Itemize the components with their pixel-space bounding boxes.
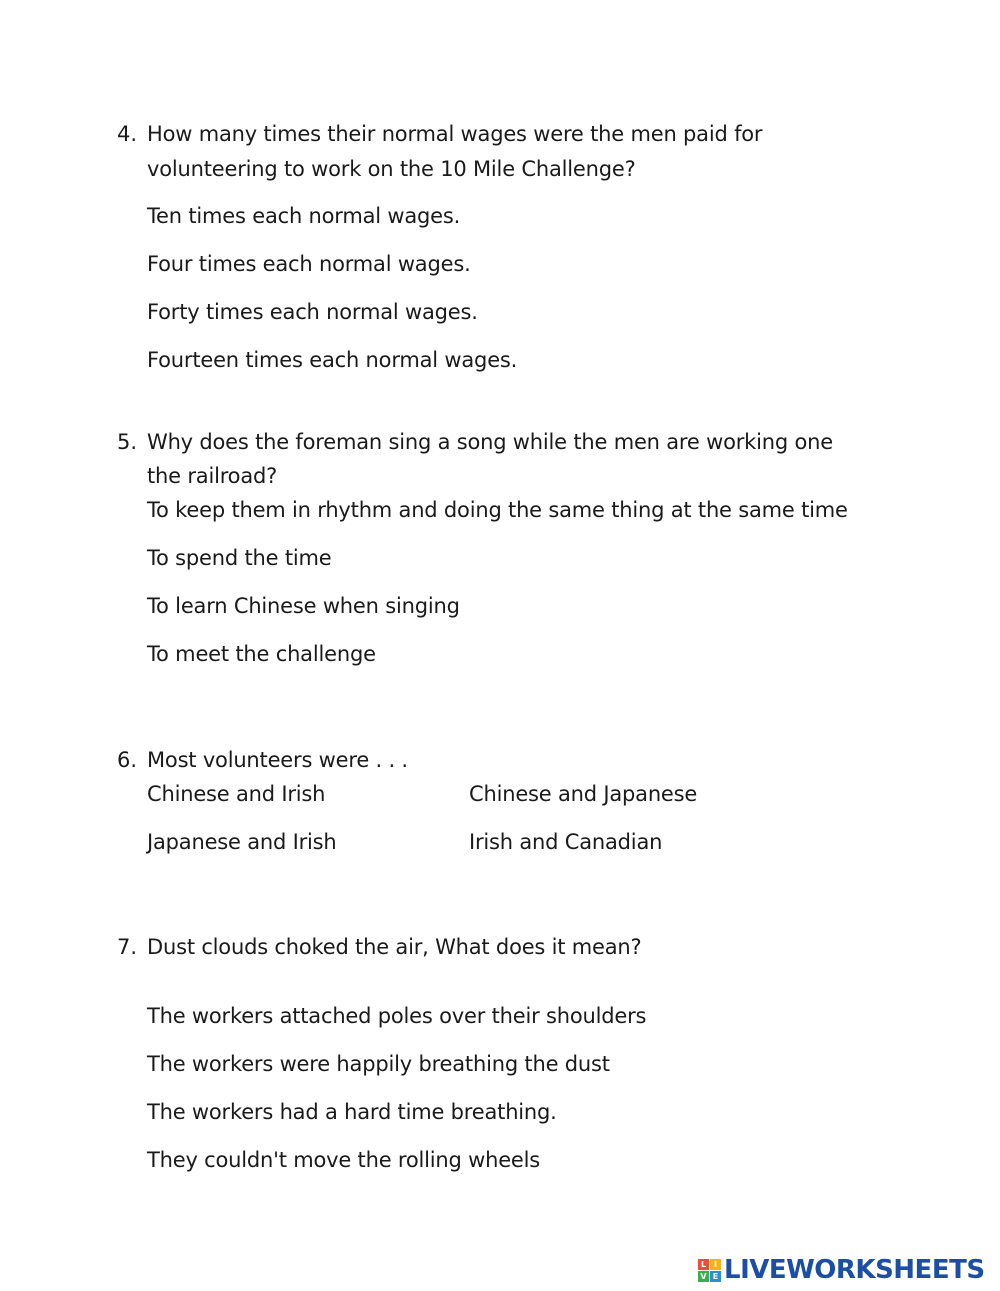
- question-number: 4.: [117, 122, 138, 146]
- answer-option[interactable]: To keep them in rhythm and doing the same thing at the same time: [147, 498, 848, 522]
- answer-option[interactable]: Forty times each normal wages.: [147, 300, 478, 324]
- answer-option[interactable]: To learn Chinese when singing: [147, 594, 460, 618]
- question-prompt: the railroad?: [147, 464, 278, 488]
- logo-block: E: [710, 1271, 721, 1282]
- answer-option[interactable]: Chinese and Irish: [147, 782, 326, 806]
- question-prompt: Dust clouds choked the air, What does it mean?: [147, 935, 642, 959]
- answer-option[interactable]: Ten times each normal wages.: [147, 204, 461, 228]
- logo-block: V: [698, 1271, 709, 1282]
- answer-option[interactable]: Irish and Canadian: [469, 830, 663, 854]
- question-number: 7.: [117, 935, 138, 959]
- answer-option[interactable]: The workers attached poles over their shoulders: [147, 1004, 647, 1028]
- logo-mark-icon: [698, 1259, 721, 1282]
- answer-option[interactable]: The workers had a hard time breathing.: [147, 1100, 557, 1124]
- answer-option[interactable]: Fourteen times each normal wages.: [147, 348, 518, 372]
- answer-option[interactable]: To spend the time: [147, 546, 332, 570]
- logo-block: I: [710, 1259, 721, 1270]
- answer-option[interactable]: Japanese and Irish: [147, 830, 337, 854]
- answer-option[interactable]: Four times each normal wages.: [147, 252, 471, 276]
- question-prompt: Why does the foreman sing a song while the men are working one: [147, 430, 833, 454]
- question-prompt: How many times their normal wages were the men paid for: [147, 122, 763, 146]
- question-number: 5.: [117, 430, 138, 454]
- logo-text: LIVEWORKSHEETS: [724, 1255, 985, 1285]
- answer-option[interactable]: The workers were happily breathing the dust: [147, 1052, 610, 1076]
- answer-option[interactable]: They couldn't move the rolling wheels: [147, 1148, 541, 1172]
- question-prompt: volunteering to work on the 10 Mile Challenge?: [147, 157, 636, 181]
- logo-block: L: [698, 1259, 709, 1270]
- answer-option[interactable]: To meet the challenge: [147, 642, 376, 666]
- question-number: 6.: [117, 748, 138, 772]
- liveworksheets-logo: [698, 1254, 985, 1286]
- answer-option[interactable]: Chinese and Japanese: [469, 782, 698, 806]
- question-prompt: Most volunteers were . . .: [147, 748, 408, 772]
